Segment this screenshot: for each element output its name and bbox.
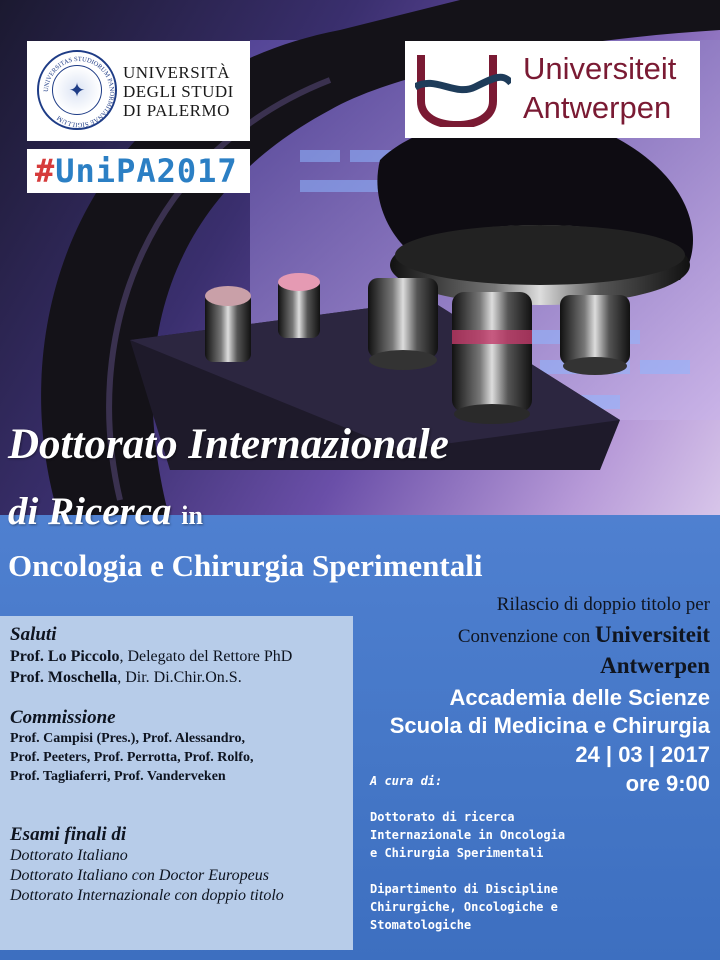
rilascio-text: Rilascio di doppio titolo per (496, 594, 710, 615)
saluti-item (10, 646, 353, 667)
title-in: in (181, 501, 203, 530)
saluti-role: , Dir. Di.Chir.On.S. (117, 669, 242, 686)
unipa2017-logo (27, 149, 250, 193)
scuola-text: Scuola di Medicina e Chirurgia (389, 713, 710, 738)
antwerp-line2: Antwerpen (523, 90, 672, 125)
eagle-icon: ✦ (52, 65, 102, 115)
organizer-department (370, 880, 558, 934)
hashtag-symbol: # (35, 152, 56, 190)
organizer-line: Dipartimento di Discipline (370, 882, 558, 896)
convenzione-text (458, 622, 710, 648)
event-time: ore 9:00 (625, 771, 710, 796)
saluti-role: , Delegato del Rettore PhD (119, 648, 293, 665)
saluti-name: Prof. Lo Piccolo (10, 648, 120, 665)
palermo-line3: DI PALERMO (123, 101, 230, 120)
commissione-line: Prof. Campisi (Pres.), Prof. Alessandro, (10, 731, 246, 746)
antwerp-line1: Universiteit (523, 51, 677, 86)
commissione-heading: Commissione (10, 707, 116, 728)
antwerpen-text: Antwerpen (600, 653, 710, 678)
palermo-line2: DEGLI STUDI (123, 82, 234, 101)
esami-item: Dottorato Internazionale con doppio titolo (10, 887, 284, 904)
title-line2 (8, 489, 203, 534)
university-palermo-logo (27, 41, 250, 141)
convenzione-label: Convenzione con (457, 626, 591, 647)
esami-item: Dottorato Italiano con Doctor Europeus (10, 867, 269, 884)
saluti-item (10, 667, 353, 688)
unipa-text: UniPA2017 (55, 152, 238, 190)
commissione-line: Prof. Peeters, Prof. Perrotta, Prof. Rolfo, (10, 750, 254, 765)
saluti-heading: Saluti (10, 624, 57, 645)
title-line1: Dottorato Internazionale (8, 421, 449, 468)
commissione-line: Prof. Tagliaferri, Prof. Vanderveken (10, 769, 226, 784)
seal-ring-text: UNIVERSITAS STUDIORUM PANORMITANAE SIGILLUM (42, 55, 116, 129)
title-ricerca: di Ricerca (8, 490, 172, 533)
organizer-doctorate (370, 808, 565, 862)
title-line3: Oncologia e Chirurgia Sperimentali (8, 548, 483, 583)
organizer-line: Internazionale in Oncologia (370, 828, 566, 842)
seal-ring (39, 52, 119, 132)
a-cura-label: A cura di: (370, 774, 443, 788)
universiteit-antwerpen-logo (405, 41, 700, 138)
esami-item: Dottorato Italiano (10, 847, 128, 864)
organizer-line: Stomatologiche (370, 918, 472, 932)
antwerp-u-icon (415, 53, 511, 127)
organizer-line: Dottorato di ricerca (370, 810, 515, 824)
organizer-line: Chirurgiche, Oncologiche e (370, 900, 558, 914)
event-date: 24 | 03 | 2017 (575, 742, 710, 767)
organizer-line: e Chirurgia Sperimentali (370, 846, 544, 860)
accademia-text: Accademia delle Scienze (449, 685, 710, 710)
convenzione-university: Universiteit (595, 622, 710, 647)
program-panel (0, 616, 353, 950)
palermo-seal (37, 50, 117, 130)
saluti-name: Prof. Moschella (10, 669, 118, 686)
esami-heading: Esami finali di (10, 824, 127, 845)
svg-text:UNIVERSITAS STUDIORUM PANORMIT (43, 56, 115, 128)
palermo-line1: UNIVERSITÀ (123, 63, 230, 82)
